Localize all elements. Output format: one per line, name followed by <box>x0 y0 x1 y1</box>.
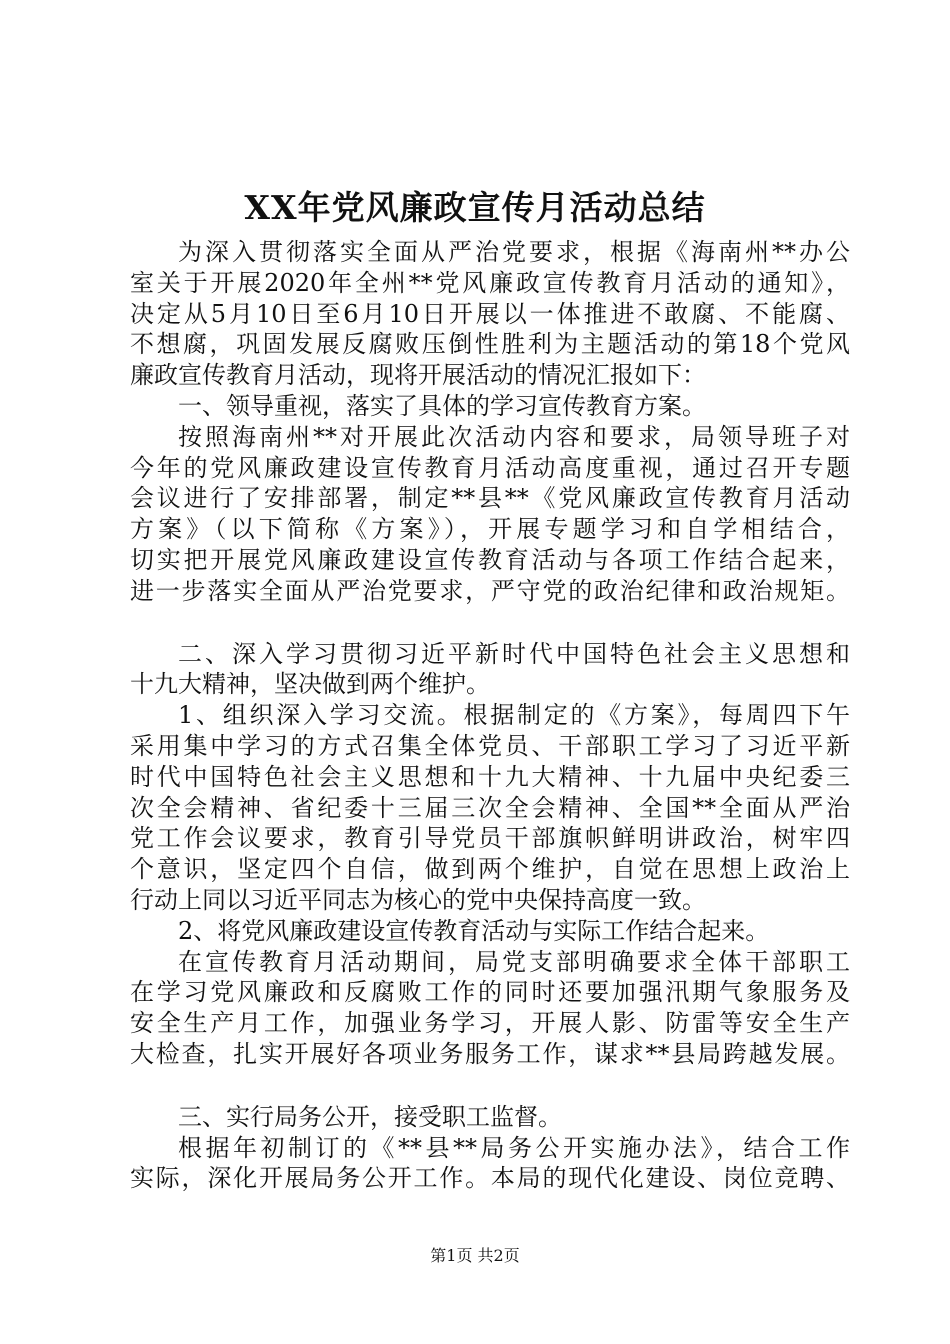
paragraph-line: 会议进行了安排部署，制定**县**《党风廉政宣传教育月活动 <box>130 484 850 513</box>
paragraph-line: 党工作会议要求，教育引导党员干部旗帜鲜明讲政治，树牢四 <box>130 824 850 853</box>
paragraph-line: 方案》（以下简称《方案》），开展专题学习和自学相结合， <box>130 515 850 544</box>
paragraph-line: 时代中国特色社会主义思想和十九大精神、十九届中央纪委三 <box>130 762 850 791</box>
paragraph-line: 廉政宣传教育月活动，现将开展活动的情况汇报如下： <box>130 361 706 390</box>
paragraph-gap <box>130 1070 850 1102</box>
section-heading: 二、深入学习贯彻习近平新时代中国特色社会主义思想和 <box>178 639 850 668</box>
paragraph-line: 在宣传教育月活动期间，局党支部明确要求全体干部职工 <box>178 947 850 976</box>
paragraph-line: 1、组织深入学习交流。根据制定的《方案》，每周四下午 <box>178 701 850 730</box>
document-title: XX年党风廉政宣传月活动总结 <box>244 188 706 227</box>
paragraph-line: 切实把开展党风廉政建设宣传教育活动与各项工作结合起来， <box>130 545 850 574</box>
paragraph-line: 为深入贯彻落实全面从严治党要求，根据《海南州**办公 <box>178 238 850 266</box>
paragraph-line: 大检查，扎实开展好各项业务服务工作，谋求**县局跨越发展。 <box>130 1039 850 1068</box>
paragraph-line: 实际，深化开展局务公开工作。本局的现代化建设、岗位竞聘、 <box>130 1164 850 1193</box>
paragraph-line: 按照海南州**对开展此次活动内容和要求，局领导班子对 <box>178 422 850 451</box>
paragraph-line: 个意识，坚定四个自信，做到两个维护，自觉在思想上政治上 <box>130 855 850 884</box>
document-body <box>130 237 850 1194</box>
paragraph-line: 今年的党风廉政建设宣传教育月活动高度重视，通过召开专题 <box>130 453 850 482</box>
paragraph-line: 室关于开展2020年全州**党风廉政宣传教育月活动的通知》， <box>130 268 850 297</box>
paragraph-line: 不想腐，巩固发展反腐败压倒性胜利为主题活动的第18个党风 <box>130 330 850 359</box>
paragraph-line: 采用集中学习的方式召集全体党员、干部职工学习了习近平新 <box>130 731 850 760</box>
paragraph-line: 决定从5月10日至6月10日开展以一体推进不敢腐、不能腐、 <box>130 299 850 328</box>
paragraph-line: 次全会精神、省纪委十三届三次全会精神、全国**全面从严治 <box>130 793 850 822</box>
section-heading: 十九大精神，坚决做到两个维护。 <box>130 670 490 699</box>
paragraph-line: 进一步落实全面从严治党要求，严守党的政治纪律和政治规矩。 <box>130 576 850 605</box>
section-heading: 一、领导重视，落实了具体的学习宣传教育方案。 <box>178 391 706 420</box>
subsection-heading: 2、将党风廉政建设宣传教育活动与实际工作结合起来。 <box>178 916 770 945</box>
paragraph-line: 安全生产月工作，加强业务学习，开展人影、防雷等安全生产 <box>130 1009 850 1038</box>
page-footer: 第1页 共2页 <box>430 1246 520 1265</box>
paragraph-line: 在学习党风廉政和反腐败工作的同时还要加强汛期气象服务及 <box>130 978 850 1007</box>
section-heading: 三、实行局务公开，接受职工监督。 <box>178 1102 562 1131</box>
paragraph-gap <box>130 607 850 639</box>
paragraph-line: 行动上同以习近平同志为核心的党中央保持高度一致。 <box>130 885 706 914</box>
paragraph-line: 根据年初制订的《**县**局务公开实施办法》，结合工作 <box>178 1133 850 1162</box>
